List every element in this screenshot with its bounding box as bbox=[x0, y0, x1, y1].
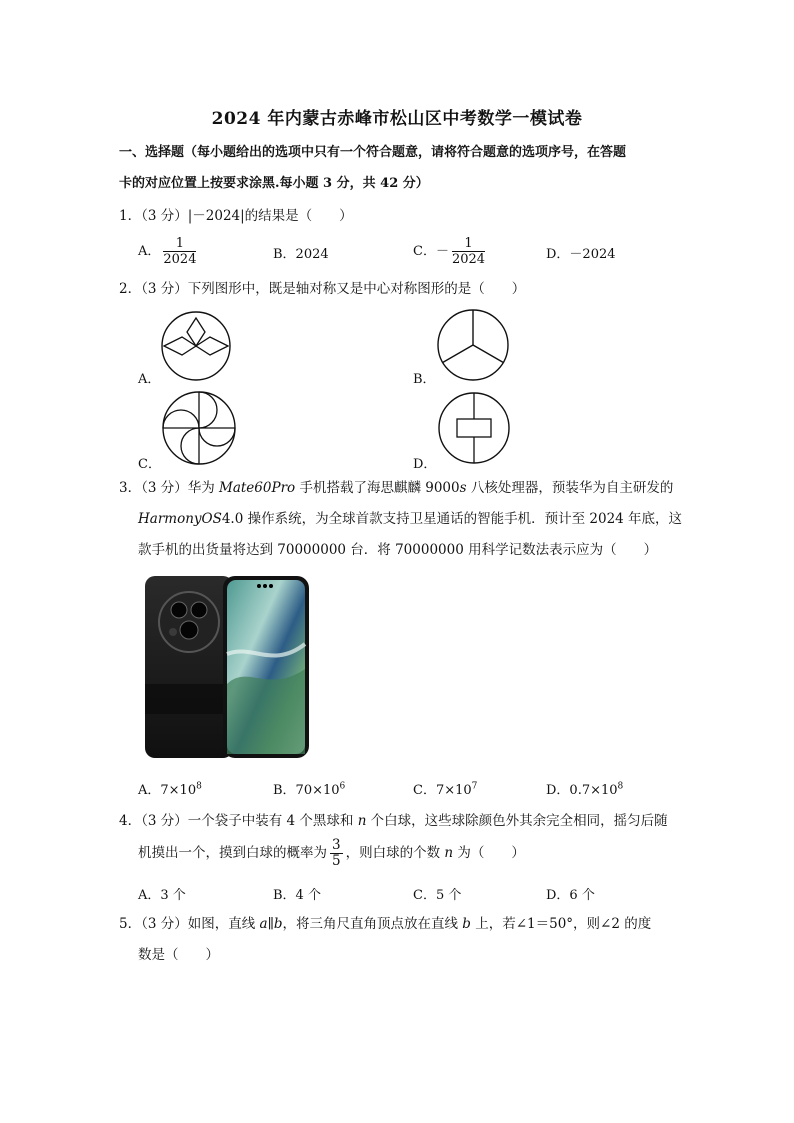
q5-line1-mid: ，将三角尺直角顶点放在直线 bbox=[282, 916, 463, 932]
q3-option-b bbox=[273, 779, 345, 798]
page-title: 2024 年内蒙古赤峰市松山区中考数学一模试卷 bbox=[211, 109, 583, 129]
q3-line2-text: 4.0 操作系统，为全球首款支持卫星通话的智能手机．预计至 2024 年底，这 bbox=[221, 511, 683, 527]
q3-a-base: A．7×10 bbox=[138, 783, 197, 798]
q4-line2-mid: ，则白球的个数 bbox=[345, 845, 445, 861]
section1-heading bbox=[119, 137, 679, 199]
q2-figure-a bbox=[160, 310, 232, 382]
q4-line1 bbox=[119, 811, 668, 831]
q1-a-fraction bbox=[163, 236, 196, 267]
q5-var-a: a bbox=[259, 916, 268, 932]
q1-c-num: 1 bbox=[452, 236, 485, 252]
q3-a-exp: 8 bbox=[196, 781, 202, 792]
q3-line2 bbox=[138, 509, 682, 529]
q5-line1-text: 5．（3 分）如图，直线 bbox=[119, 916, 260, 932]
q1-c-label: C． bbox=[413, 244, 436, 259]
q3-option-c bbox=[413, 779, 477, 798]
q2-option-c: C． bbox=[138, 457, 161, 472]
q5-line1 bbox=[119, 914, 651, 934]
q1-option-d: D．－2024 bbox=[546, 247, 616, 262]
q4-line1-text: 4．（3 分）一个袋子中装有 4 个黑球和 bbox=[119, 813, 358, 829]
q1-c-fraction bbox=[452, 236, 485, 267]
q3-line1 bbox=[119, 478, 673, 498]
q1-c-sign: － bbox=[435, 244, 449, 259]
q3-b-exp: 6 bbox=[339, 781, 346, 792]
section1-line2: 卡的对应位置上按要求涂黑.每小题 3 分，共 42 分） bbox=[119, 176, 429, 191]
q2-figure-c bbox=[161, 390, 237, 466]
q3-d-base: D．0.7×10 bbox=[546, 783, 618, 798]
q4-p-num: 3 bbox=[332, 837, 341, 853]
q1-option-a bbox=[138, 236, 199, 267]
q1-c-den: 2024 bbox=[451, 252, 486, 267]
q4-line2-post: 为（ ） bbox=[453, 845, 525, 861]
q3-b-base: B．70×10 bbox=[273, 783, 340, 798]
q3-line1-text: 3．（3 分）华为 bbox=[119, 480, 220, 496]
q1-option-b: B．2024 bbox=[273, 247, 329, 262]
q5-var-b-2: b bbox=[462, 916, 471, 932]
q5-var-b: b bbox=[273, 916, 283, 932]
q4-option-b: B．4 个 bbox=[273, 888, 321, 903]
section1-line1: 一、选择题（每小题给出的选项中只有一个符合题意，请将符合题意的选项序号，在答题 bbox=[119, 145, 627, 160]
q3-d-exp: 8 bbox=[617, 781, 624, 792]
q1-a-label: A． bbox=[138, 244, 161, 259]
q3-option-a bbox=[138, 779, 202, 798]
q4-p-den: 5 bbox=[332, 853, 341, 869]
q3-chip-suffix: s bbox=[459, 480, 467, 496]
q4-line2 bbox=[138, 838, 525, 869]
q3-line3: 款手机的出货量将达到 70000000 台．将 70000000 用科学记数法表示应为（ ） bbox=[138, 542, 658, 558]
q3-phone-image bbox=[143, 574, 311, 760]
q4-var-n: n bbox=[357, 813, 367, 829]
q4-option-d: D．6 个 bbox=[546, 888, 595, 903]
q5-line1-post: 上，若∠1＝50°，则∠2 的度 bbox=[470, 916, 652, 932]
q3-phone-model: Mate60Pro bbox=[219, 480, 296, 496]
q3-c-base: C．7×10 bbox=[413, 783, 472, 798]
q2-option-d: D． bbox=[413, 457, 437, 472]
q3-option-d bbox=[546, 779, 623, 798]
q4-var-n-2: n bbox=[444, 845, 454, 861]
q4-option-c: C．5 个 bbox=[413, 888, 462, 903]
q5-parallel-sign: ∥ bbox=[267, 916, 274, 932]
q4-option-a: A．3 个 bbox=[138, 888, 186, 903]
q2-option-b: B． bbox=[413, 372, 436, 387]
q2-figure-d bbox=[437, 391, 511, 465]
q2-stem: 2．（3 分）下列图形中，既是轴对称又是中心对称图形的是（ ） bbox=[119, 281, 526, 297]
q3-line1-post: 八核处理器，预装华为自主研发的 bbox=[466, 480, 674, 496]
q1-option-c bbox=[413, 236, 488, 267]
q3-c-exp: 7 bbox=[471, 781, 478, 792]
q5-line2: 数是（ ） bbox=[138, 947, 219, 963]
q2-figure-b bbox=[436, 308, 510, 382]
q4-line1-post: 个白球，这些球除颜色外其余完全相同，摇匀后随 bbox=[366, 813, 668, 829]
q1-a-den: 2024 bbox=[163, 252, 197, 267]
q1-a-num: 1 bbox=[163, 236, 196, 252]
q3-os-name: HarmonyOS bbox=[138, 511, 222, 527]
q2-option-a: A． bbox=[138, 372, 161, 387]
q4-probability-fraction bbox=[330, 838, 343, 869]
q1-stem: 1．（3 分）|－2024|的结果是（ ） bbox=[119, 208, 353, 224]
q3-line1-mid: 手机搭载了海思麒麟 9000 bbox=[295, 480, 460, 496]
q4-line2-text: 机摸出一个，摸到白球的概率为 bbox=[138, 845, 327, 861]
